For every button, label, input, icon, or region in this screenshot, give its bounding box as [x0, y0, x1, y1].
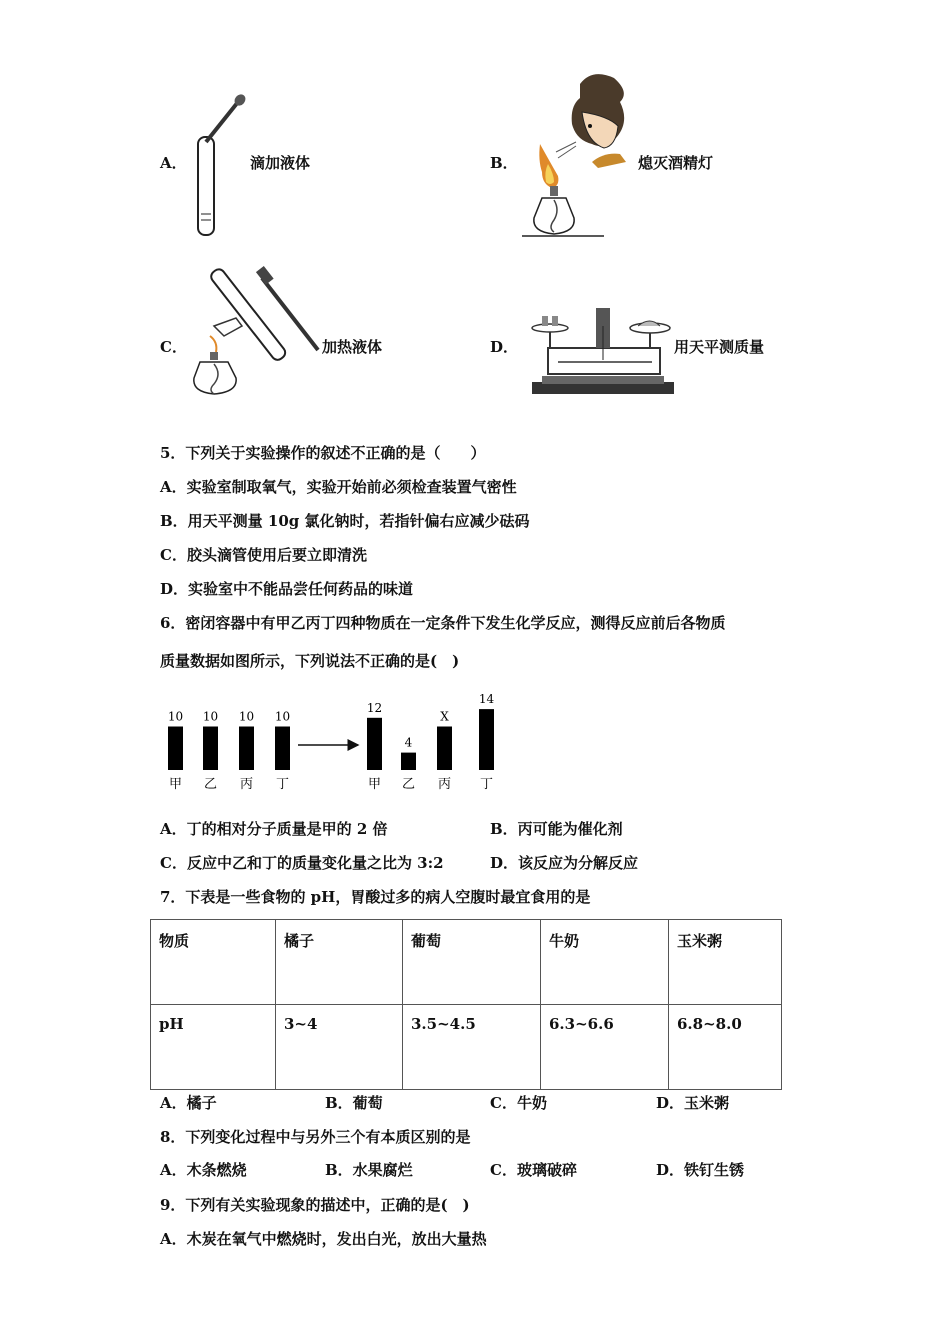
- bar-value-label: 10: [167, 709, 184, 724]
- bar-before-3: [275, 727, 290, 771]
- q9-option-a: A．木炭在氧气中燃烧时，发出白光，放出大量热: [160, 1230, 487, 1248]
- q5-option-d: D．实验室中不能品尝任何药品的味道: [160, 580, 414, 598]
- bar-value-label: 12: [366, 700, 383, 715]
- q6-option-d: D．该反应为分解反应: [490, 854, 639, 872]
- q6-option-c: C．反应中乙和丁的质量变化量之比为 3:2: [160, 854, 444, 872]
- bar-category-label: 丁: [479, 777, 494, 792]
- bar-category-label: 甲: [168, 777, 183, 792]
- q8-option-c: C．玻璃破碎: [490, 1161, 577, 1179]
- table-cell: 6.8~8.0: [669, 1005, 782, 1090]
- q7-option-d: D．玉米粥: [656, 1094, 730, 1112]
- q6-option-a: A．丁的相对分子质量是甲的 2 倍: [160, 820, 388, 838]
- bar-after-1: [401, 753, 416, 770]
- heating-test-tube-icon: [188, 266, 328, 402]
- q6-stem-line1: 6．密闭容器中有甲乙丙丁四种物质在一定条件下发生化学反应，测得反应前后各物质: [160, 614, 726, 632]
- dropper-test-tube-icon: [190, 92, 250, 242]
- bar-value-label: 10: [238, 709, 255, 724]
- figure-c-caption: 加热液体: [322, 338, 383, 356]
- bar-after-0: [367, 718, 382, 770]
- table-row: [151, 920, 782, 1005]
- q6-option-b: B．丙可能为催化剂: [490, 820, 623, 838]
- table-row: [151, 1005, 782, 1090]
- bar-category-label: 乙: [203, 777, 218, 792]
- table-cell: 物质: [151, 920, 276, 1005]
- bar-category-label: 丁: [275, 777, 290, 792]
- q5-stem: 5．下列关于实验操作的叙述不正确的是（ ）: [160, 444, 486, 462]
- bar-before-1: [203, 727, 218, 771]
- table-cell: 6.3~6.6: [541, 1005, 669, 1090]
- bar-value-label: 10: [202, 709, 219, 724]
- girl-blowing-lamp-icon: [520, 72, 640, 238]
- mass-bar-chart: [150, 680, 520, 800]
- bar-category-label: 丙: [239, 777, 254, 792]
- ph-table: [150, 919, 782, 1090]
- figure-b-label: B．: [490, 154, 518, 172]
- bar-after-3: [479, 709, 494, 770]
- figure-a-label: A．: [160, 154, 187, 172]
- q7-option-b: B．葡萄: [325, 1094, 383, 1112]
- figure-d-label: D．: [490, 338, 519, 356]
- bar-value-label: X: [440, 709, 449, 724]
- q8-stem: 8．下列变化过程中与另外三个有本质区别的是: [160, 1128, 471, 1146]
- figure-c-label: C．: [160, 338, 187, 356]
- table-cell: 3.5~4.5: [403, 1005, 541, 1090]
- bar-before-0: [168, 727, 183, 771]
- q8-option-b: B．水果腐烂: [325, 1161, 413, 1179]
- table-cell: 3~4: [276, 1005, 403, 1090]
- q7-option-c: C．牛奶: [490, 1094, 547, 1112]
- figure-b-caption: 熄灭酒精灯: [638, 154, 714, 172]
- table-cell: 玉米粥: [669, 920, 782, 1005]
- bar-value-label: 14: [478, 692, 495, 707]
- q5-option-b: B．用天平测量 10g 氯化钠时，若指针偏右应减少砝码: [160, 512, 530, 530]
- table-cell: pH: [151, 1005, 276, 1090]
- table-cell: 橘子: [276, 920, 403, 1005]
- bar-before-2: [239, 727, 254, 771]
- q8-option-d: D．铁钉生锈: [656, 1161, 745, 1179]
- q6-stem-line2: 质量数据如图所示，下列说法不正确的是( ): [160, 652, 460, 670]
- q5-option-c: C．胶头滴管使用后要立即清洗: [160, 546, 367, 564]
- q7-stem: 7．下表是一些食物的 pH，胃酸过多的病人空腹时最宜食用的是: [160, 888, 591, 906]
- bar-category-label: 丙: [437, 777, 452, 792]
- q7-option-a: A．橘子: [160, 1094, 217, 1112]
- figure-d-caption: 用天平测质量: [674, 338, 765, 356]
- balance-scale-icon: [528, 306, 678, 400]
- q5-option-a: A．实验室制取氧气，实验开始前必须检查装置气密性: [160, 478, 517, 496]
- q9-stem: 9．下列有关实验现象的描述中，正确的是( ): [160, 1196, 470, 1214]
- bar-category-label: 乙: [401, 777, 416, 792]
- bar-category-label: 甲: [367, 777, 382, 792]
- bar-value-label: 4: [404, 735, 413, 750]
- table-cell: 葡萄: [403, 920, 541, 1005]
- figure-a-caption: 滴加液体: [250, 154, 311, 172]
- bar-after-2: [437, 727, 452, 771]
- bar-value-label: 10: [274, 709, 291, 724]
- q8-option-a: A．木条燃烧: [160, 1161, 247, 1179]
- table-cell: 牛奶: [541, 920, 669, 1005]
